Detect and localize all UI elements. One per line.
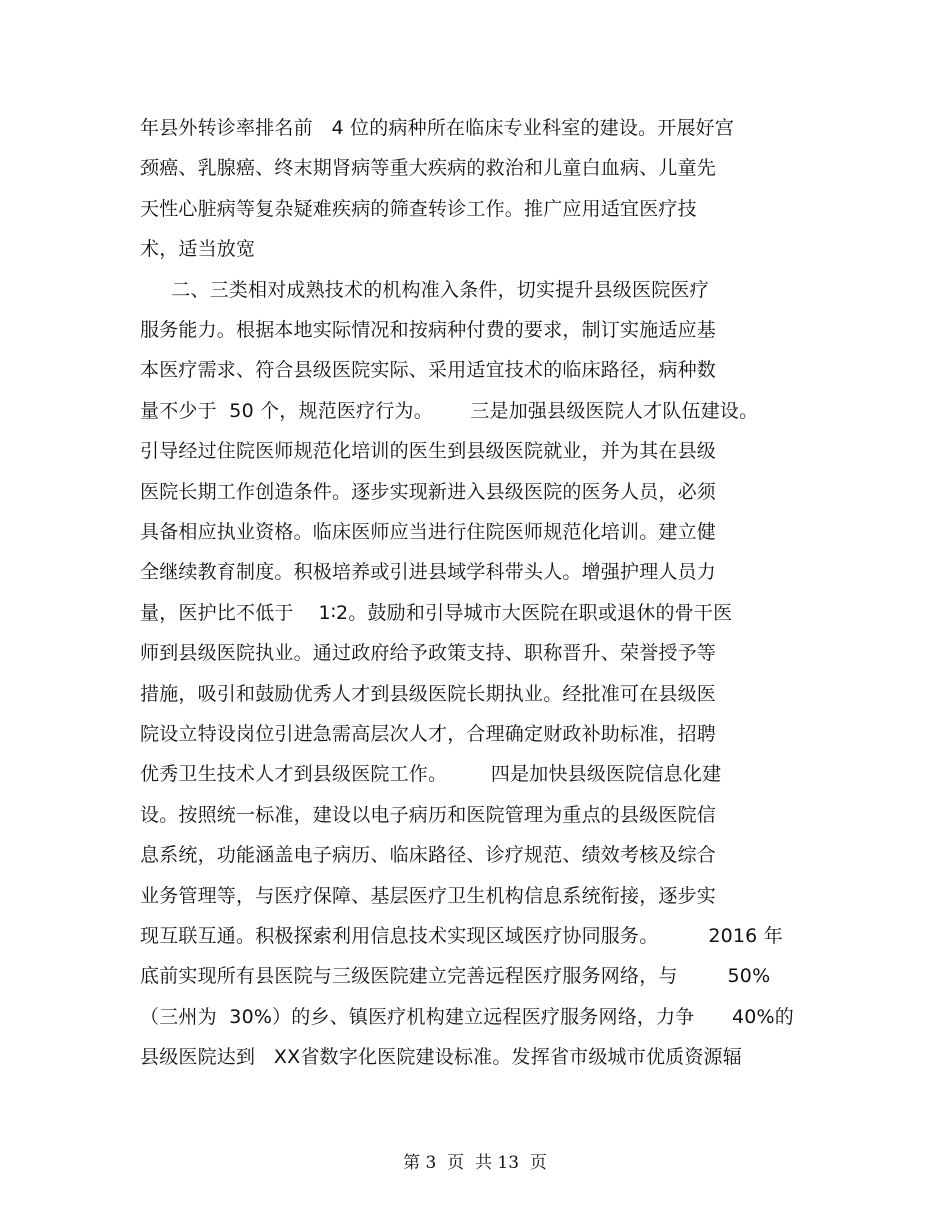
body-line: 具备相应执业资格。临床医师应当进行住院医师规范化培训。建立健	[140, 521, 717, 543]
body-line: 师到县级医院执业。通过政府给予政策支持、职称晋升、荣誉授予等	[140, 642, 717, 664]
body-line: 全继续教育制度。积极培养或引进县域学科带头人。增强护理人员力	[140, 561, 717, 583]
body-line: 量，医护比不低于 1∶2。鼓励和引导城市大医院在职或退休的骨干医	[140, 602, 733, 624]
body-line: 引导经过住院医师规范化培训的医生到县级医院就业，并为其在县级	[140, 440, 717, 462]
body-line: 县级医院达到 XX省数字化医院建设标准。发挥省市级城市优质资源辐	[140, 1046, 742, 1068]
body-line: 底前实现所有县医院与三级医院建立完善远程医疗服务网络，与 50%	[140, 965, 771, 987]
body-line: 息系统，功能涵盖电子病历、临床路径、诊疗规范、绩效考核及综合	[140, 844, 717, 866]
body-line: 本医疗需求、符合县级医院实际、采用适宜技术的临床路径，病种数	[140, 359, 717, 381]
body-line: 颈癌、乳腺癌、终末期肾病等重大疾病的救治和儿童白血病、儿童先	[140, 157, 717, 179]
body-line: 设。按照统一标准，建设以电子病历和医院管理为重点的县级医院信	[140, 804, 717, 826]
body-line: 量不少于 50 个，规范医疗行为。 三是加强县级医院人才队伍建设。	[140, 400, 759, 422]
body-line: 措施，吸引和鼓励优秀人才到县级医院长期执业。经批准可在县级医	[140, 683, 717, 705]
body-line: 服务能力。根据本地实际情况和按病种付费的要求，制订实施适应基	[140, 319, 717, 341]
body-line: 术，适当放宽	[140, 238, 256, 260]
body-line: 现互联互通。积极探索利用信息技术实现区域医疗协同服务。 2016 年	[140, 925, 783, 947]
body-line: 年县外转诊率排名前 4 位的病种所在临床专业科室的建设。开展好宫	[140, 117, 735, 139]
body-line: 优秀卫生技术人才到县级医院工作。 四是加快县级医院信息化建	[140, 763, 722, 785]
body-line: 二、三类相对成熟技术的机构准入条件，切实提升县级医院医疗	[140, 279, 709, 301]
body-line: 业务管理等，与医疗保障、基层医疗卫生机构信息系统衔接，逐步实	[140, 885, 717, 907]
body-line: 院设立特设岗位引进急需高层次人才，合理确定财政补助标准，招聘	[140, 723, 717, 745]
body-line: 医院长期工作创造条件。逐步实现新进入县级医院的医务人员，必须	[140, 481, 717, 503]
page-footer: 第 3 页 共 13 页	[403, 1153, 547, 1173]
body-line: （三州为 30%）的乡、镇医疗机构建立远程医疗服务网络，力争 40%的	[140, 1006, 794, 1028]
body-line: 天性心脏病等复杂疑难疾病的筛查转诊工作。推广应用适宜医疗技	[140, 198, 697, 220]
